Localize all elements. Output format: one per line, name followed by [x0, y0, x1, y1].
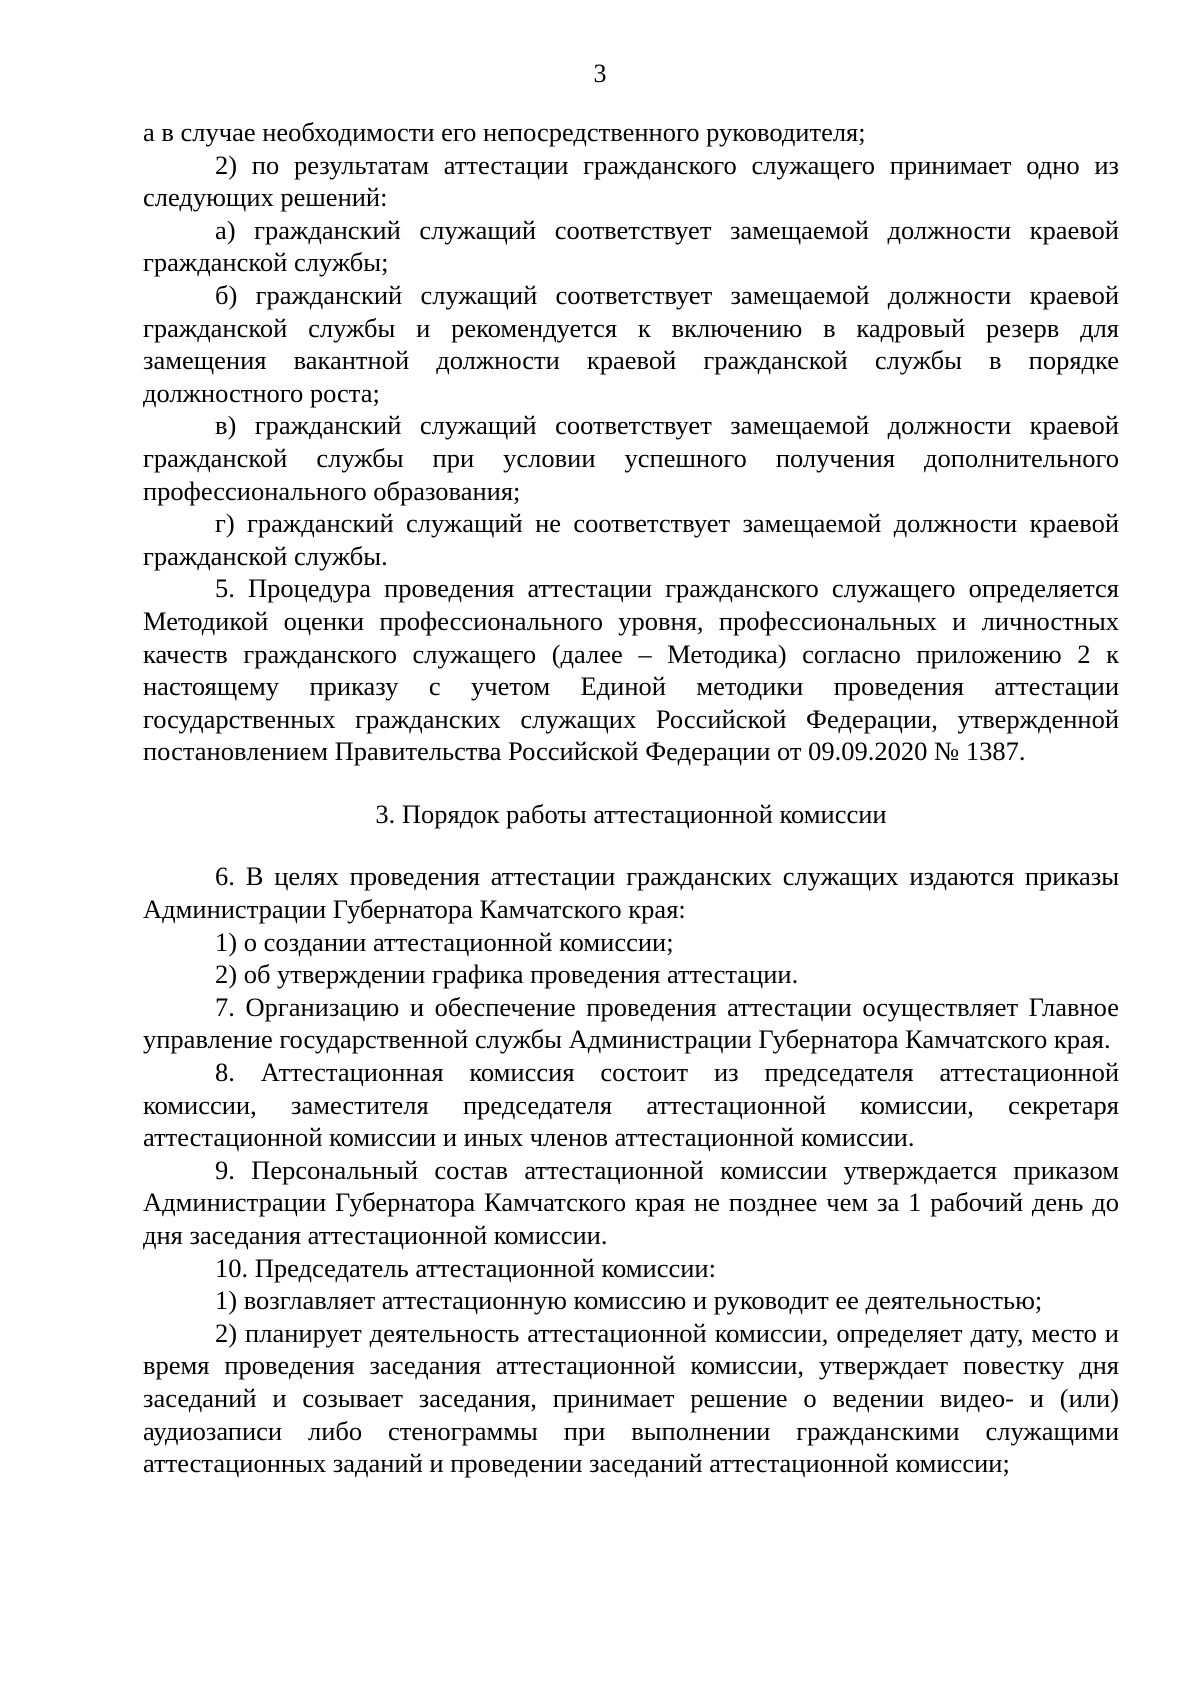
paragraph: 7. Организацию и обеспечение проведения аттестации осуществляет Главное управление государственной службы Администрации Губернатора Камчатского края.	[143, 991, 1119, 1055]
paragraph: 6. В целях проведения аттестации гражданских служащих издаются приказы Администрации Губернатора Камчатского края:	[143, 861, 1119, 925]
section-heading: 3. Порядок работы аттестационной комиссии	[375, 798, 887, 829]
paragraphs-before-heading	[143, 116, 1119, 768]
paragraph: а в случае необходимости его непосредственного руководителя;	[143, 117, 866, 147]
paragraph: 5. Процедура проведения аттестации гражданского служащего определяется Методикой оценки профессионального уровня, профессиональных и личностных качеств гражданского служащего (далее – Методика) согласно приложению 2 к настоящему приказу с учетом Единой методики проведения аттестации государственных гражданских служащих Российской Федерации, утвержденной постановлением Правительства Российской Федерации от 09.09.2020 № 1387.	[143, 573, 1119, 767]
paragraph: 1) о создании аттестационной комиссии;	[215, 926, 674, 957]
paragraph: 2) планирует деятельность аттестационной комиссии, определяет дату, место и время проведения заседания аттестационной комиссии, утверждает повестку дня заседаний и созывает заседания, принимает решение о ведении видео- и (или) аудиозаписи либо стенограммы при выполнении гражданскими служащими аттестационных заданий и проведении заседаний аттестационной комиссии;	[143, 1317, 1119, 1479]
paragraph: б) гражданский служащий соответствует замещаемой должности краевой гражданской службы и рекомендуется к включению в кадровый резерв для замещения вакантной должности краевой гражданской службы в порядке должностного роста;	[143, 279, 1119, 408]
document-body	[143, 116, 1119, 1480]
paragraph: 1) возглавляет аттестационную комиссию и руководит ее деятельностью;	[215, 1285, 1043, 1316]
paragraph: 2) об утверждении графика проведения аттестации.	[215, 959, 799, 990]
paragraph: а) гражданский служащий соответствует замещаемой должности краевой гражданской службы;	[143, 214, 1119, 278]
paragraph: в) гражданский служащий соответствует замещаемой должности краевой гражданской службы при условии успешного получения дополнительного профессионального образования;	[143, 410, 1119, 506]
paragraph: г) гражданский служащий не соответствует замещаемой должности краевой гражданской службы.	[143, 508, 1119, 571]
page-number: 3	[593, 59, 607, 88]
paragraph: 9. Персональный состав аттестационной комиссии утверждается приказом Администрации Губернатора Камчатского края не позднее чем за 1 рабочий день до дня заседания аттестационной комиссии.	[143, 1154, 1119, 1250]
paragraph: 2) по результатам аттестации гражданского служащего принимает одно из следующих решений:	[143, 149, 1119, 213]
paragraph: 8. Аттестационная комиссия состоит из председателя аттестационной комиссии, заместителя председателя аттестационной комиссии, секретаря аттестационной комиссии и иных членов аттестационной комиссии.	[143, 1057, 1119, 1153]
paragraphs-after-heading	[143, 860, 1119, 1479]
paragraph: 10. Председатель аттестационной комиссии:	[215, 1252, 716, 1283]
